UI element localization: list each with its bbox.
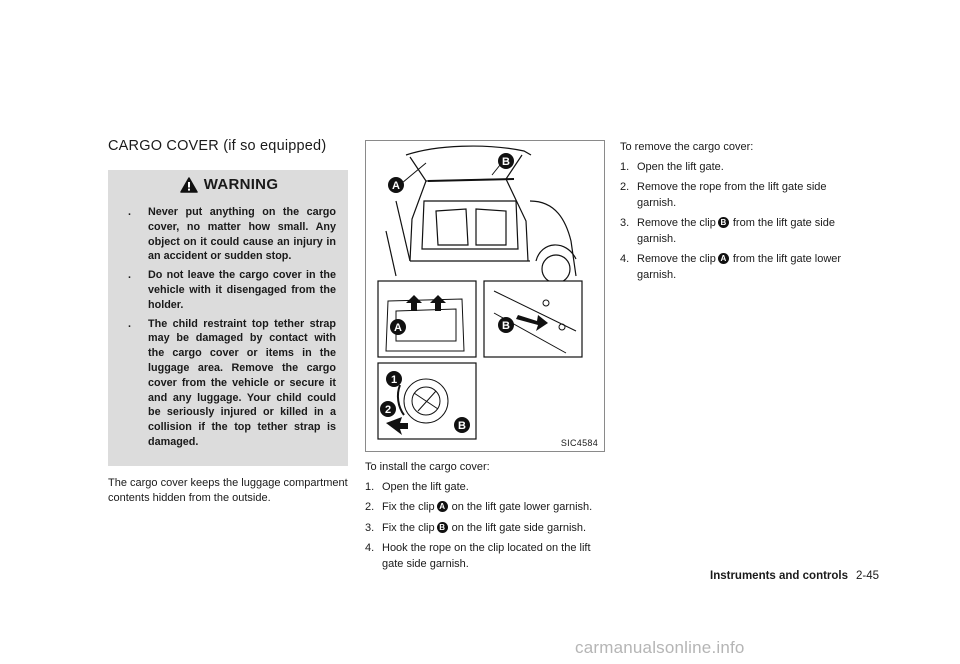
step-text: Remove the clip: [637, 253, 716, 265]
clip-a-icon: A: [437, 501, 448, 512]
step-text-after: on the lift gate side garnish.: [451, 521, 587, 534]
warning-text: Do not leave the cargo cover in the vehicle with it disengaged from the holder.: [148, 269, 336, 311]
install-step: [365, 541, 605, 572]
step-text: Fix the clip: [382, 501, 435, 513]
step-text: Remove the rope from the lift gate side garnish.: [637, 181, 827, 209]
warning-list: [122, 205, 336, 450]
warning-item: [122, 205, 336, 264]
callout-b-bottom: B: [458, 420, 466, 432]
install-step: [365, 500, 605, 516]
callout-b-inset: B: [502, 320, 510, 332]
clip-a-icon: A: [718, 253, 729, 264]
step-text: Open the lift gate.: [382, 480, 469, 493]
left-column: [108, 138, 348, 507]
middle-column: [365, 140, 605, 577]
clip-b-icon: B: [437, 522, 448, 533]
warning-item: [122, 268, 336, 312]
callout-a: A: [392, 180, 400, 192]
warning-text: Never put anything on the cargo cover, no matter how small. Any object on it could cause an injury in an accident or sudden stop.: [148, 206, 336, 263]
step-text: Hook the rope on the clip located on the lift gate side garnish.: [382, 542, 591, 570]
description-text: The cargo cover keeps the luggage compartment contents hidden from the outside.: [108, 476, 348, 505]
footer-section: Instruments and controls: [710, 570, 849, 582]
step-number: 3.: [365, 521, 375, 534]
bullet: .: [128, 206, 131, 218]
step-text-after: on the lift gate lower garnish.: [451, 501, 593, 513]
remove-step: [620, 160, 860, 176]
step-number: 1.: [365, 480, 375, 493]
remove-intro: To remove the cargo cover:: [620, 141, 754, 153]
step-text: Open the lift gate.: [637, 160, 724, 173]
watermark: carmanualsonline.info: [575, 638, 745, 657]
step-number: 2.: [620, 181, 630, 193]
step-number: 2.: [365, 501, 375, 513]
right-column: [620, 140, 860, 288]
page-footer: [710, 570, 879, 582]
clip-b-icon: B: [718, 217, 729, 228]
remove-steps: [620, 160, 860, 284]
bullet: .: [128, 269, 131, 282]
callout-1: 1: [390, 374, 398, 386]
callout-2: 2: [384, 404, 392, 416]
page-number: 2-45: [856, 570, 880, 582]
step-number: 3.: [620, 217, 630, 229]
remove-step: [620, 180, 860, 211]
bullet: .: [128, 317, 131, 330]
step-text-after: from the lift gate side garnish.: [637, 217, 835, 245]
figure-code: SIC4584: [560, 438, 598, 448]
section-title: CARGO COVER (if so equipped): [108, 138, 327, 154]
warning-header: [122, 176, 336, 193]
warning-item: [122, 317, 336, 450]
step-text: Fix the clip: [382, 521, 435, 534]
install-step: [365, 480, 605, 496]
step-number: 4.: [620, 253, 630, 265]
callout-a-inset: A: [394, 322, 402, 334]
step-text-after: from the lift gate lower garnish.: [637, 253, 842, 281]
callout-b: B: [502, 156, 510, 168]
warning-label: WARNING: [203, 176, 279, 193]
install-step: [365, 521, 605, 537]
step-number: 1.: [620, 160, 630, 173]
warning-text: The child restraint top tether strap may be damaged by contact with the cargo cover or items in the luggage area. Remove the cargo cover from the vehicle or secure it and any luggage. Your child could be seriously injured or killed in a collision if the top tether strap is damaged.: [148, 317, 336, 448]
warning-triangle-icon: [180, 177, 198, 193]
cargo-cover-figure: [365, 140, 605, 452]
warning-box: [108, 170, 348, 466]
remove-step: [620, 216, 860, 247]
install-intro: To install the cargo cover:: [365, 461, 490, 473]
step-text: Remove the clip: [637, 217, 716, 229]
cargo-cover-illustration: [366, 141, 604, 451]
step-number: 4.: [365, 542, 375, 554]
install-steps: [365, 480, 605, 573]
remove-step: [620, 252, 860, 283]
